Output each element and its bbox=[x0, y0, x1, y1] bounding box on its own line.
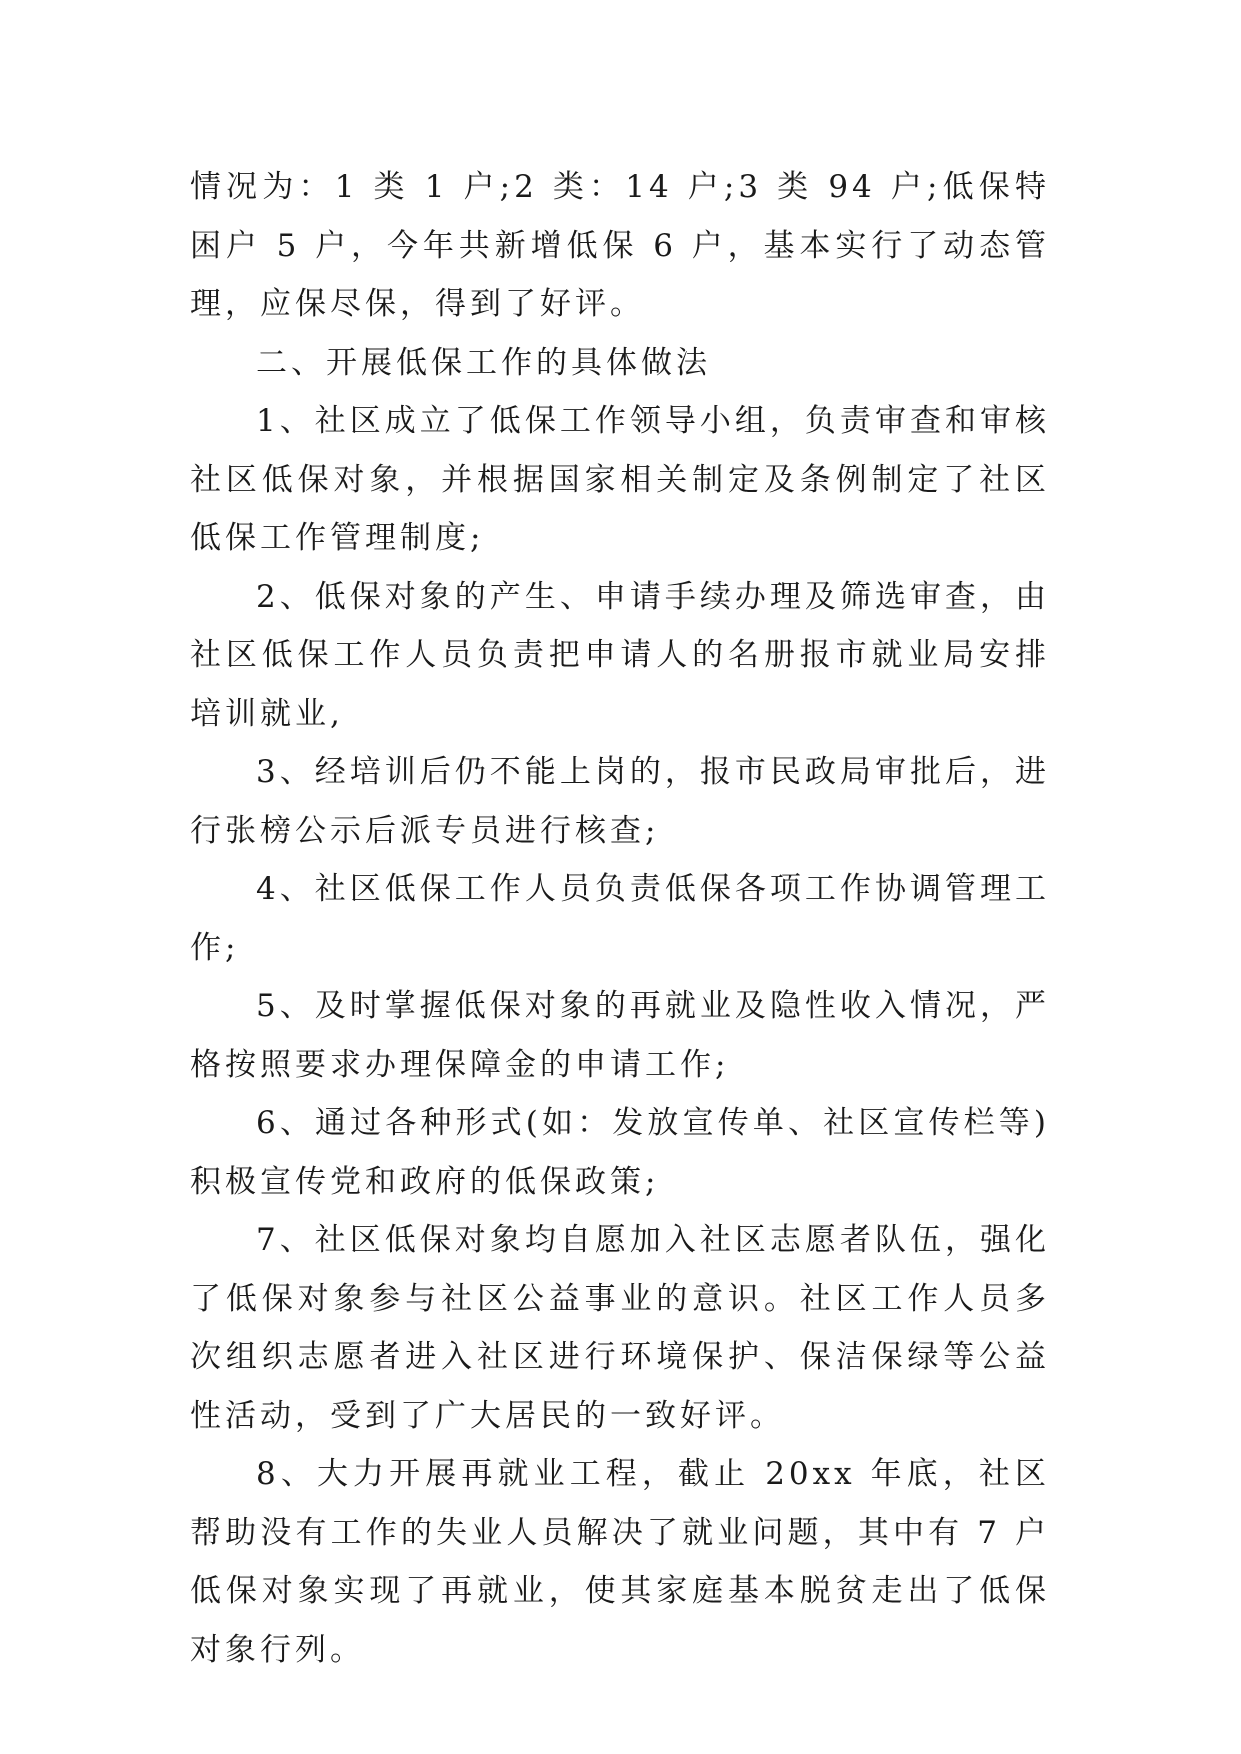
paragraph-item-5: 5、及时掌握低保对象的再就业及隐性收入情况，严格按照要求办理保障金的申请工作; bbox=[190, 988, 1050, 1083]
section-heading-practices: 二、开展低保工作的具体做法 bbox=[256, 344, 711, 381]
document-body bbox=[190, 158, 1050, 1679]
paragraph-item-7: 7、社区低保对象均自愿加入社区志愿者队伍，强化了低保对象参与社区公益事业的意识。社区工作人员多次组织志愿者进入社区进行环境保护、保洁保绿等公益性活动，受到了广大居民的一致好评。 bbox=[190, 1222, 1050, 1434]
paragraph-item-8: 8、大力开展再就业工程，截止 20xx 年底，社区帮助没有工作的失业人员解决了就业问题，其中有 7 户低保对象实现了再就业，使其家庭基本脱贫走出了低保对象行列。 bbox=[190, 1456, 1050, 1668]
paragraph-item-2: 2、低保对象的产生、申请手续办理及筛选审查，由社区低保工作人员负责把申请人的名册报市就业局安排培训就业, bbox=[190, 578, 1050, 732]
paragraph-item-6: 6、通过各种形式(如：发放宣传单、社区宣传栏等)积极宣传党和政府的低保政策; bbox=[190, 1105, 1050, 1200]
paragraph-item-4: 4、社区低保工作人员负责低保各项工作协调管理工作; bbox=[190, 871, 1050, 966]
paragraph-item-3: 3、经培训后仍不能上岗的，报市民政局审批后，进行张榜公示后派专员进行核查; bbox=[190, 754, 1050, 849]
paragraph-item-1: 1、社区成立了低保工作领导小组，负责审查和审核社区低保对象，并根据国家相关制定及条例制定了社区低保工作管理制度; bbox=[190, 403, 1050, 556]
paragraph-status-summary: 情况为：1 类 1 户;2 类：14 户;3 类 94 户;低保特困户 5 户，今年共新增低保 6 户，基本实行了动态管理，应保尽保，得到了好评。 bbox=[190, 169, 1050, 322]
